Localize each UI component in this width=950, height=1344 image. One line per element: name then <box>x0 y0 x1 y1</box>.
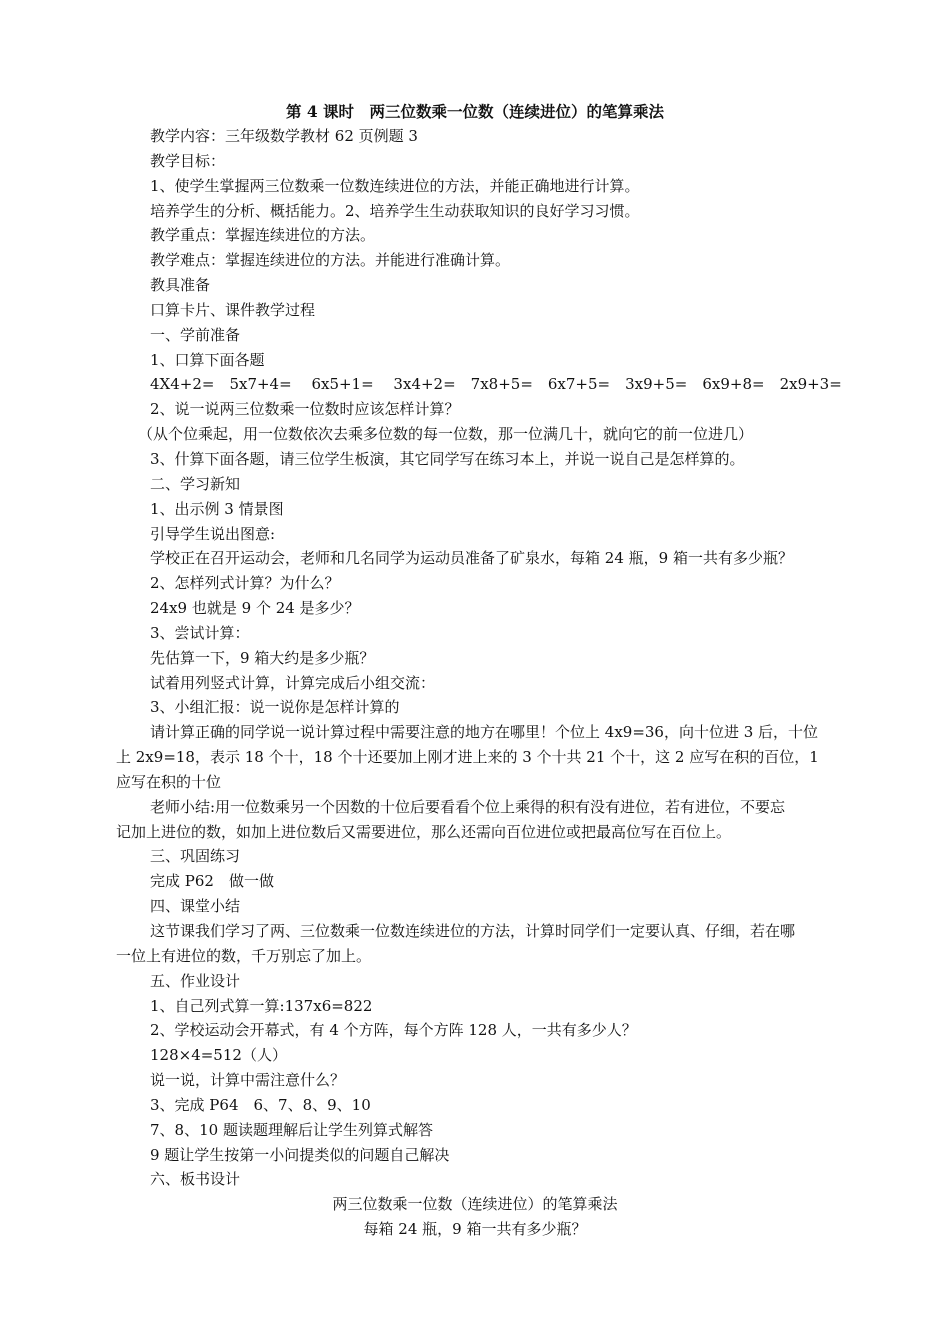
section-4-heading: 四、课堂小结 <box>150 897 241 916</box>
lesson-title: 第 4 课时 两三位数乘一位数（连续进位）的笔算乘法 <box>285 102 665 121</box>
homework-2-note: 说一说，计算中需注意什么？ <box>150 1071 346 1090</box>
homework-2-answer: 128×4=512（人） <box>150 1046 287 1065</box>
materials: 口算卡片、课件教学过程 <box>150 300 316 319</box>
answer-note: （从个位乘起，用一位数依次去乘多位数的每一位数，那一位满几十，就向它的前一位进几） <box>138 425 754 444</box>
goal-1: 1、使学生掌握两三位数乘一位数连续进位的方法，并能正确地进行计算。 <box>150 176 640 195</box>
homework-3-note-1: 7、8、10 题读题理解后让学生列算式解答 <box>150 1120 433 1139</box>
homework-1: 1、自己列式算一算:137x6=822 <box>150 996 373 1015</box>
explanation-2: 上 2x9=18，表示 18 个十，18 个十还要加上刚才进上来的 3 个十共 21 个十，这 2 应写在积的百位，1 <box>116 748 819 767</box>
word-problem: 学校正在召开运动会，老师和几名同学为运动员准备了矿泉水，每箱 24 瓶，9 箱一共有多少瓶？ <box>150 549 793 568</box>
question-line: 2、说一说两三位数乘一位数时应该怎样计算？ <box>150 400 460 419</box>
board-practice: 3、什算下面各题，请三位学生板演，其它同学写在练习本上，并说一说自己是怎样算的。 <box>150 449 745 468</box>
teaching-content: 教学内容：三年级数学教材 62 页例题 3 <box>150 127 418 145</box>
try-calc: 3、尝试计算： <box>150 623 250 642</box>
oral-calc-problems: 4X4+2= 5x7+4= 6x5+1= 3x4+2= 7x8+5= 6x7+5= 3x9+5= 6x9+8= 2x9+3= <box>150 375 842 394</box>
board-title: 两三位数乘一位数（连续进位）的笔算乘法 <box>332 1195 618 1214</box>
section-3-heading: 三、巩固练习 <box>150 847 241 866</box>
key-point: 教学重点：掌握连续进位的方法。 <box>150 226 376 245</box>
vertical-calc: 试着用列竖式计算，计算完成后小组交流： <box>150 673 436 692</box>
materials-heading: 教具准备 <box>150 276 211 295</box>
homework-3: 3、完成 P64 6、7、8、9、10 <box>150 1095 371 1114</box>
explanation-3: 应写在积的十位 <box>116 772 222 791</box>
section-6-heading: 六、板书设计 <box>150 1170 241 1189</box>
practice-task: 完成 P62 做一做 <box>150 872 274 891</box>
teaching-goals-heading: 教学目标： <box>150 151 226 170</box>
teacher-summary-1: 老师小结:用一位数乘另一个因数的十位后要看看个位上乘得的积有没有进位，若有进位，不要忘 <box>150 797 786 816</box>
section-2-heading: 二、学习新知 <box>150 474 241 493</box>
homework-2: 2、学校运动会开幕式，有 4 个方阵，每个方阵 128 人，一共有多少人？ <box>150 1021 637 1040</box>
goal-2: 培养学生的分析、概括能力。2、培养学生生动获取知识的良好学习习惯。 <box>150 201 640 220</box>
group-report: 3、小组汇报：说一说你是怎样计算的 <box>150 698 400 717</box>
homework-3-note-2: 9 题让学生按第一小问提类似的问题自己解决 <box>150 1145 450 1164</box>
board-problem: 每箱 24 瓶，9 箱一共有多少瓶？ <box>363 1220 587 1239</box>
how-to-calc: 2、怎样列式计算？为什么？ <box>150 574 340 593</box>
estimate: 先估算一下，9 箱大约是多少瓶？ <box>150 648 375 667</box>
lesson-body <box>0 124 950 1242</box>
expression-meaning: 24x9 也就是 9 个 24 是多少？ <box>150 599 360 618</box>
teacher-summary-2: 记加上进位的数，如加上进位数后又需要进位，那么还需向百位进位或把最高位写在百位上。 <box>116 822 732 841</box>
section-1-heading: 一、学前准备 <box>150 325 241 344</box>
guide-line: 引导学生说出图意: <box>150 524 276 543</box>
difficult-point: 教学难点：掌握连续进位的方法。并能进行准确计算。 <box>150 251 511 270</box>
explanation-1: 请计算正确的同学说一说计算过程中需要注意的地方在哪里！个位上 4x9=36，向十位进 3 后，十位 <box>150 723 819 742</box>
oral-calc-heading: 1、口算下面各题 <box>150 350 265 369</box>
class-summary-1: 这节课我们学习了两、三位数乘一位数连续进位的方法，计算时同学们一定要认真、仔细，若在哪 <box>150 922 796 940</box>
section-5-heading: 五、作业设计 <box>150 971 241 990</box>
example-3: 1、出示例 3 情景图 <box>150 499 284 518</box>
class-summary-2: 一位上有进位的数，千万别忘了加上。 <box>116 946 372 965</box>
